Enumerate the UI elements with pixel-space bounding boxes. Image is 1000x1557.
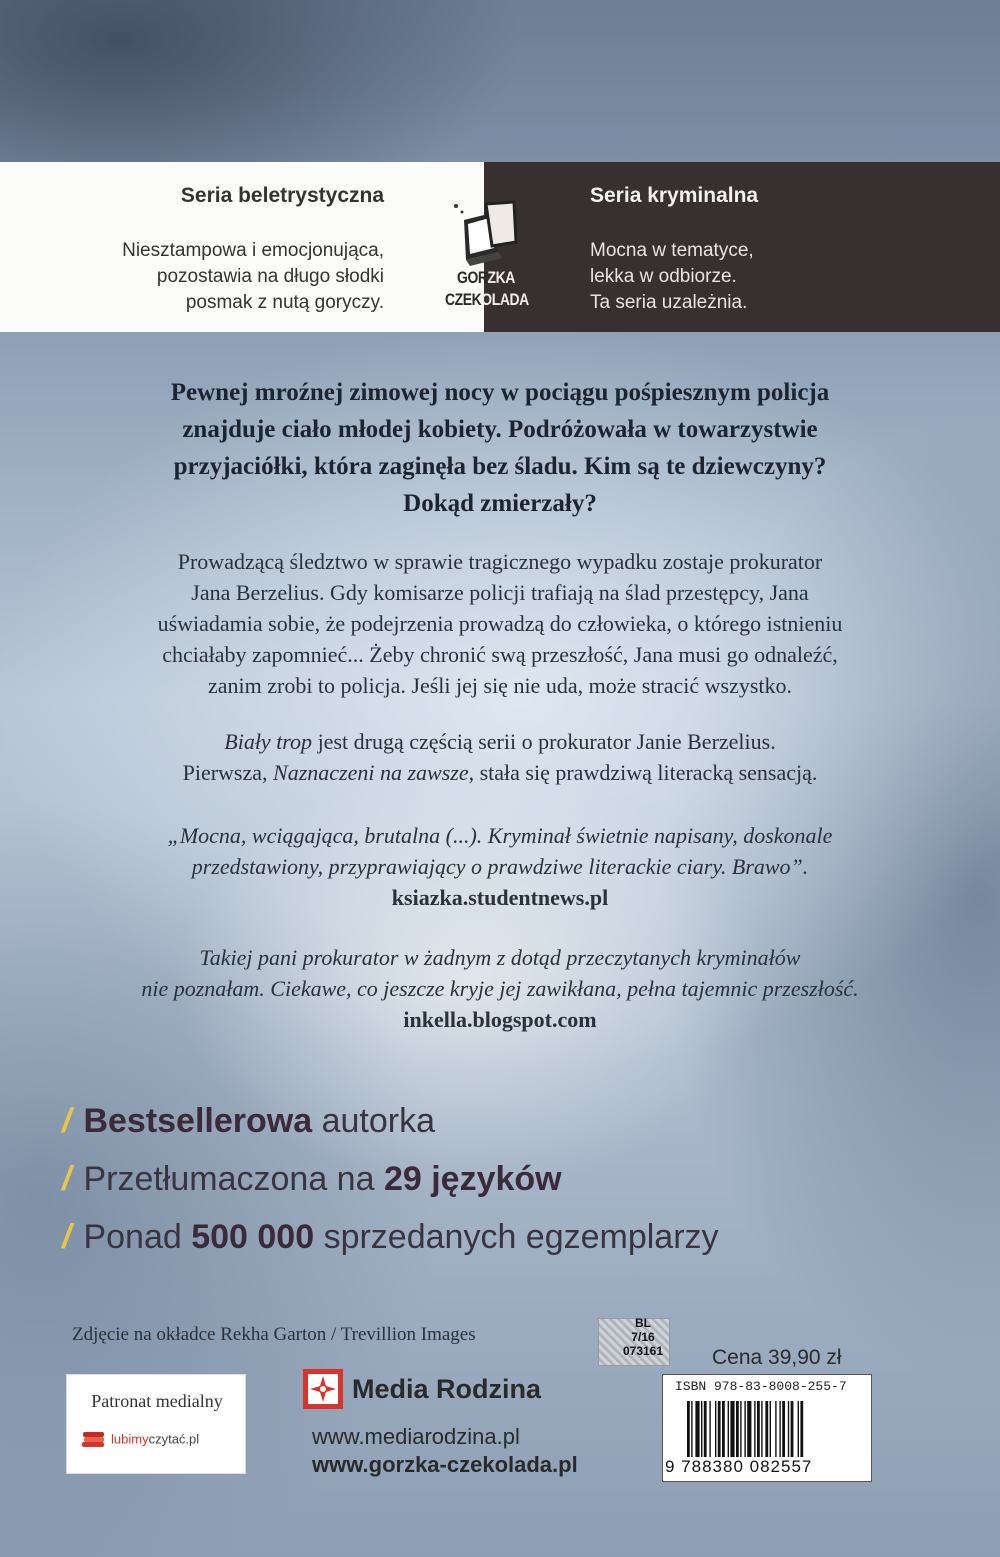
barcode-bar	[728, 1401, 729, 1457]
barcode-bar	[730, 1401, 734, 1457]
crime-series-panel	[484, 162, 1000, 332]
series-info-line-2	[40, 757, 960, 788]
synopsis-line: Prowadzącą śledztwo w sprawie tragicznego wypadku zostaje prokurator	[177, 549, 823, 574]
selling-points	[62, 1092, 962, 1266]
slash-marker: /	[62, 1159, 72, 1198]
barcode-bar	[798, 1401, 799, 1457]
barcode-bar	[691, 1401, 692, 1457]
barcode-bar	[765, 1401, 768, 1457]
barcode-bar	[715, 1401, 716, 1457]
lead-line: Dokąd zmierzały?	[403, 490, 597, 517]
series-url[interactable]: www.gorzka-czekolada.pl	[312, 1452, 578, 1477]
barcode-bar	[800, 1401, 803, 1457]
series-info-text: , stała się prawdziwą literacką sensacją.	[468, 760, 818, 785]
description-line: posmak z nutą goryczy.	[185, 292, 384, 313]
selling-point-text: Ponad	[83, 1217, 192, 1256]
barcode-bars	[685, 1401, 855, 1457]
barcode-digits: 9 788380 082557	[665, 1457, 813, 1476]
slash-marker: /	[62, 1101, 72, 1140]
logo-text-red: lubimy	[111, 1431, 149, 1447]
photo-credit: Zdjęcie na okładce Rekha Garton / Trevillion Images	[72, 1324, 476, 1345]
gorzka-czekolada-logo	[436, 198, 536, 318]
logo-line-2	[445, 290, 527, 310]
book-laptop-icon	[436, 198, 536, 268]
slash-marker: /	[62, 1217, 72, 1256]
barcode-bar	[791, 1401, 794, 1457]
barcode-bar	[761, 1401, 762, 1457]
media-rodzina-emblem-icon	[302, 1368, 344, 1410]
barcode-bar	[770, 1401, 771, 1457]
isbn-number: ISBN 978-83-8008-255-7	[675, 1379, 847, 1394]
series-info-text: Pierwsza,	[182, 760, 274, 785]
barcode-bar	[779, 1401, 780, 1457]
synopsis-line: Jana Berzelius. Gdy komisarze policji trafiają na ślad przestępcy, Jana	[191, 580, 809, 605]
lead-line: przyjaciółki, która zaginęła bez śladu. Kim są te dziewczyny?	[173, 453, 827, 480]
selling-point	[62, 1092, 962, 1150]
logo-text-dark: czytać.pl	[148, 1431, 200, 1447]
description-line: Niesztampowa i emocjonująca,	[122, 240, 384, 261]
logo-line-1	[445, 268, 527, 288]
review-quote-2	[40, 942, 960, 1035]
barcode-bar	[695, 1401, 699, 1457]
barcode-bar	[687, 1401, 690, 1457]
barcode-bar	[782, 1401, 785, 1457]
synopsis-paragraph	[40, 546, 960, 701]
barcode-bar	[722, 1401, 725, 1457]
barcode-bar	[704, 1401, 707, 1457]
publisher-url[interactable]: www.mediarodzina.pl	[312, 1424, 520, 1449]
selling-point-text: sprzedanych egzemplarzy	[314, 1217, 719, 1256]
quote-line: przedstawiony, przyprawiający o prawdziwe literackie ciary. Brawo”.	[191, 854, 809, 879]
lead-blurb	[70, 374, 930, 522]
series-info-text: jest drugą częścią serii o prokurator Janie Berzelius.	[312, 729, 776, 754]
book-title: Naznaczeni na zawsze	[273, 760, 469, 785]
review-quote-1	[40, 820, 960, 913]
description-line: Mocna w tematyce,	[590, 240, 754, 261]
barcode-bar	[701, 1401, 702, 1457]
selling-point	[62, 1208, 962, 1266]
series-info-paragraph	[40, 726, 960, 788]
barcode-bar	[744, 1401, 745, 1457]
barcode-bar	[775, 1401, 776, 1457]
media-patron-box	[66, 1374, 246, 1474]
books-icon	[81, 1431, 107, 1449]
quote-source: ksiazka.studentnews.pl	[391, 885, 609, 910]
selling-point-text: Przetłumaczona na	[83, 1159, 384, 1198]
isbn-barcode	[662, 1374, 872, 1482]
barcode-bar	[740, 1401, 741, 1457]
description-line: Ta seria uzależnia.	[590, 292, 748, 313]
crime-series-title: Seria kryminalna	[590, 184, 759, 207]
price-label: Cena 39,90 zł	[712, 1346, 842, 1369]
selling-point-bold: Bestsellerowa	[83, 1101, 313, 1140]
description-line: pozostawia na długo słodki	[156, 266, 384, 287]
patron-label: Patronat medialny	[91, 1391, 223, 1411]
logo-text-part: ZKA	[487, 268, 515, 287]
selling-point-text: autorka	[312, 1101, 435, 1140]
barcode-bar	[747, 1401, 751, 1457]
selling-point	[62, 1150, 962, 1208]
synopsis-line: chciałaby zapomnieć... Żeby chronić swą przeszłość, Jana musi go odnaleźć,	[162, 642, 838, 667]
barcode-bar	[718, 1401, 721, 1457]
barcode-bar	[757, 1401, 760, 1457]
sticker-code	[618, 1316, 668, 1358]
lead-line: Pewnej mroźnej zimowej nocy w pociągu pośpiesznym policja	[170, 379, 830, 406]
series-info-line-1	[40, 726, 960, 757]
quote-source: inkella.blogspot.com	[403, 1007, 597, 1032]
media-rodzina-logo	[302, 1368, 541, 1410]
barcode-bar	[709, 1401, 710, 1457]
selling-point-bold: 29 języków	[383, 1159, 562, 1198]
logo-text-part: GOR	[457, 268, 488, 287]
quote-line: „Mocna, wciągająca, brutalna (...). Kryminał świetnie napisany, doskonale	[167, 823, 833, 848]
lead-line: znajduje ciało młodej kobiety. Podróżowała w towarzystwie	[182, 416, 818, 443]
belletristic-series-title: Seria beletrystyczna	[180, 184, 384, 207]
logo-text-part: CZEK	[445, 290, 482, 309]
series-banner	[0, 162, 1000, 332]
belletristic-series-panel	[0, 162, 484, 332]
synopsis-line: uświadamia sobie, że podejrzenia prowadzą do człowieka, o którego istnieniu	[157, 611, 843, 636]
selling-point-bold: 500 000	[191, 1217, 315, 1256]
lubimyczytac-logo	[81, 1431, 199, 1449]
description-line: lekka w odbiorze.	[590, 266, 737, 287]
sticker-line: BL	[635, 1316, 651, 1330]
book-title: Biały trop	[224, 729, 313, 754]
barcode-bar	[754, 1401, 755, 1457]
quote-line: nie poznałam. Ciekawe, co jeszcze kryje jej zawikłana, pełna tajemnic przeszłość.	[141, 976, 859, 1001]
barcode-bar	[736, 1401, 739, 1457]
sticker-line: 7/16	[631, 1330, 655, 1344]
synopsis-line: zanim zrobi to policja. Jeśli jej się nie uda, może stracić wszystko.	[207, 673, 793, 698]
barcode-bar	[788, 1401, 789, 1457]
logo-text-part: OLADA	[481, 290, 529, 309]
sticker-line: 073161	[622, 1344, 664, 1358]
crime-series-description	[590, 238, 890, 316]
publisher-name: Media Rodzina	[352, 1373, 542, 1404]
quote-line: Takiej pani prokurator w żadnym z dotąd przeczytanych kryminałów	[199, 945, 801, 970]
belletristic-series-description	[44, 238, 384, 316]
